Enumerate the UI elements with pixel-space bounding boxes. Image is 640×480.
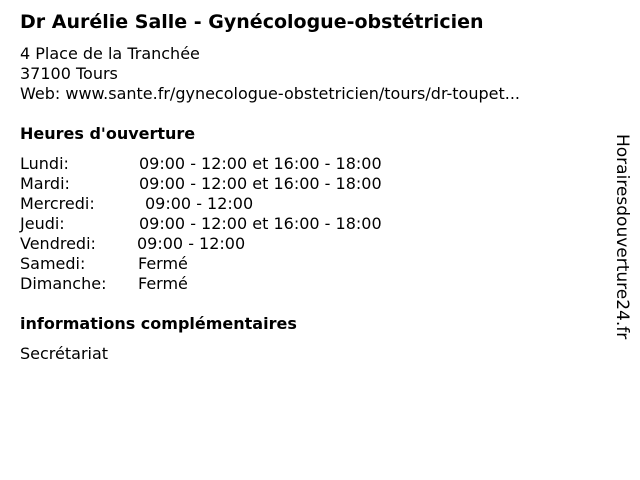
address-block [20, 44, 520, 104]
day-label: Samedi: [20, 254, 86, 273]
day-label: Lundi: [20, 154, 69, 173]
day-label: Dimanche: [20, 274, 107, 293]
time-value: Fermé [138, 254, 188, 273]
day-label: Mardi: [20, 174, 70, 193]
address-street: 4 Place de la Tranchée [20, 44, 200, 63]
day-label: Vendredi: [20, 234, 96, 253]
side-brand [611, 134, 637, 344]
time-value: Fermé [138, 274, 188, 293]
side-brand-text: Horairesdouverture24.fr [612, 134, 632, 340]
additional-info-text: Secrétariat [20, 344, 109, 363]
additional-info-heading: informations complémentaires [20, 314, 297, 333]
time-value: 09:00 - 12:00 [145, 194, 254, 213]
page-title: Dr Aurélie Salle - Gynécologue-obstétricien [20, 11, 484, 33]
time-value: 09:00 - 12:00 et 16:00 - 18:00 [139, 214, 382, 233]
day-label: Mercredi: [20, 194, 95, 213]
address-city: 37100 Tours [20, 64, 118, 83]
day-label: Jeudi: [20, 214, 65, 233]
time-value: 09:00 - 12:00 [137, 234, 246, 253]
time-value: 09:00 - 12:00 et 16:00 - 18:00 [139, 154, 382, 173]
website-line[interactable]: Web: www.sante.fr/gynecologue-obstetricien/tours/dr-toupet... [20, 84, 520, 103]
opening-hours-heading: Heures d'ouverture [20, 124, 196, 143]
time-value: 09:00 - 12:00 et 16:00 - 18:00 [139, 174, 382, 193]
